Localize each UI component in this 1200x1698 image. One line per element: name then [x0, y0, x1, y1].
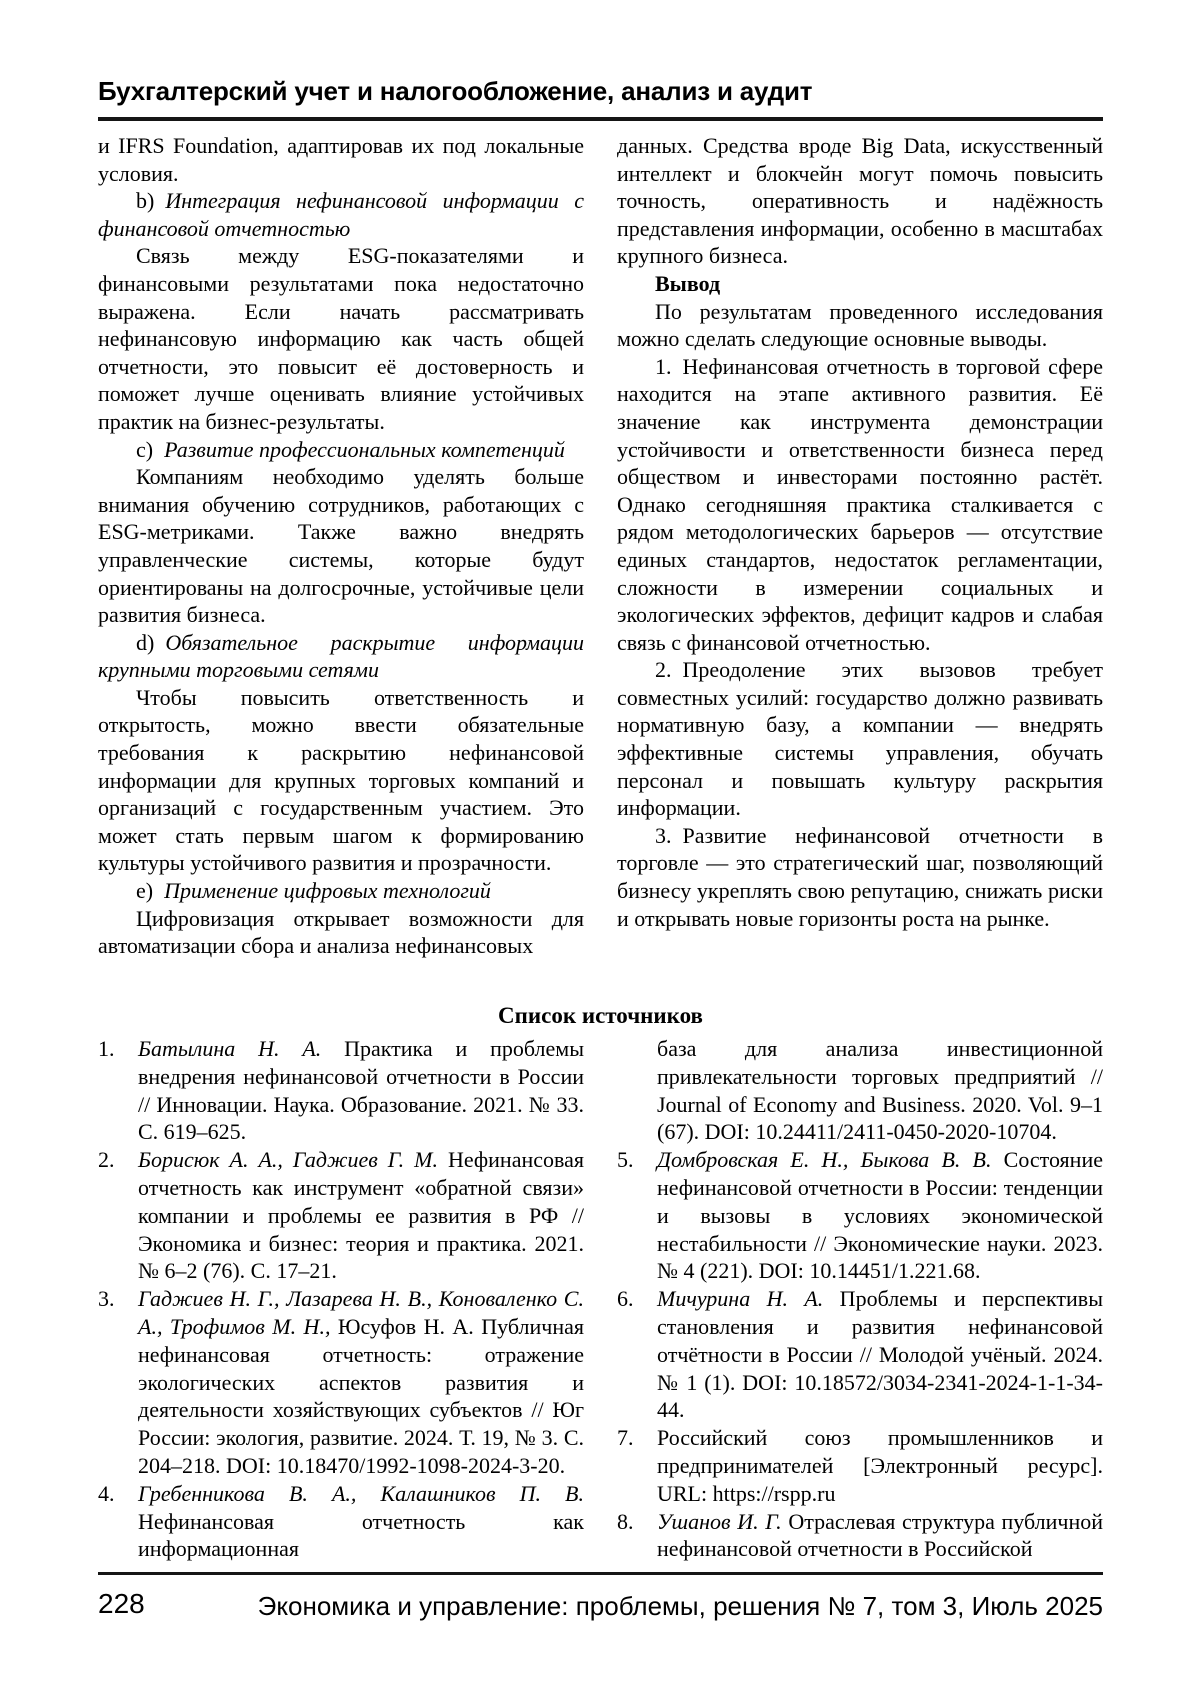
- text-segment: Нефинансовая отчетность как информационная: [138, 1508, 584, 1562]
- text-segment: Нефинансовая отчетность как инструмент «обратной связи» компании и проблемы ее развития в РФ // Экономика и бизнес: теория и практика. 2021. № 6–2 (76). С. 17–21.: [138, 1147, 584, 1284]
- paragraph: [98, 436, 584, 464]
- reference-text: [657, 1424, 1103, 1507]
- reference-text: [138, 1285, 584, 1480]
- text-segment: Борисюк А. А., Гаджиев Г. М.: [138, 1147, 438, 1173]
- text-segment: Состояние нефинансовой отчетности в России: тенденции и вызовы в условиях экономической нестабильности // Экономические науки. 2023. № 4 (221). DOI: 10.14451/1.221.68.: [657, 1147, 1103, 1284]
- text-segment: Связь между ESG-показателями и финансовыми результатами пока недостаточно выражена. Если начать рассматривать нефинансовую информацию как часть общей отчетности, это повысит её достоверность и поможет лучше оценивать влияние устойчивых практик на бизнес-результаты.: [98, 243, 584, 434]
- paragraph: [617, 656, 1103, 822]
- reference-item: [98, 1146, 584, 1285]
- paragraph: [98, 684, 584, 877]
- reference-text: [138, 1146, 584, 1285]
- footer-rule: [98, 1572, 1103, 1575]
- reference-text: [657, 1508, 1103, 1564]
- reference-number: 7.: [617, 1425, 634, 1451]
- text-segment: Интеграция нефинансовой информации с финансовой отчетностью: [98, 188, 584, 241]
- text-segment: Домбровская Е. Н., Быкова В. В.: [657, 1147, 992, 1173]
- paragraph: [98, 905, 584, 960]
- body-right-column: [617, 132, 1103, 960]
- text-segment: Вывод: [655, 270, 721, 296]
- reference-text: [657, 1035, 1103, 1146]
- text-segment: 3. Развитие нефинансовой отчетности в торговле — это стратегический шаг, позволяющий бизнесу укреплять свою репутацию, снижать риски и открывать новые горизонты роста на рынке.: [617, 822, 1103, 931]
- text-segment: данных. Средства вроде Big Data, искусственный интеллект и блокчейн могут помочь повысить точность, оперативность и надёжность представления информации, особенно в масштабах крупного бизнеса.: [617, 133, 1103, 269]
- text-segment: Чтобы повысить ответственность и открытость, можно ввести обязательные требования к раскрытию нефинансовой информации для крупных торговых компаний и организаций с государственным участием. Это может стать первым шагом к формированию культуры устойчивого развития и прозрачности.: [98, 684, 584, 876]
- paragraph: [98, 463, 584, 629]
- reference-number: 1.: [98, 1036, 115, 1061]
- text-segment: b): [136, 188, 166, 214]
- text-segment: c): [136, 436, 165, 462]
- text-segment: Проблемы и перспективы становления и развития нефинансовой отчётности в России // Молодой учёный. 2024. № 1 (1). DOI: 10.18572/3034-2341-2024-1-1-34-44.: [657, 1286, 1103, 1423]
- reference-number: 2.: [98, 1147, 115, 1173]
- references-list: [98, 1035, 1103, 1563]
- references-left-column: [98, 1035, 584, 1563]
- text-segment: Компаниям необходимо уделять больше внимания обучению сотрудников, работающих с ESG-метриками. Также важно внедрять управленческие системы, которые будут ориентированы на долгосрочные, устойчивые цели развития бизнеса.: [98, 464, 584, 628]
- reference-text: [657, 1146, 1103, 1285]
- text-segment: По результатам проведенного исследования можно сделать следующие основные выводы.: [617, 298, 1103, 352]
- text-segment: и IFRS Foundation, адаптировав их под локальные условия.: [98, 133, 584, 186]
- reference-number: 3.: [98, 1286, 115, 1312]
- reference-item: [98, 1285, 584, 1480]
- text-segment: e): [136, 878, 165, 904]
- text-segment: база для анализа инвестиционной привлекательности торговых предприятий // Journal of Economy and Business. 2020. Vol. 9–1 (67). DOI: 10.24411/2411-0450-2020-10704.: [657, 1036, 1103, 1145]
- reference-item: [617, 1146, 1103, 1285]
- paragraph: [98, 242, 584, 435]
- paragraph: [617, 132, 1103, 270]
- paragraph: [617, 822, 1103, 932]
- paragraph: [98, 629, 584, 684]
- reference-item: [617, 1035, 1103, 1146]
- text-segment: Юсуфов Н. А. Публичная нефинансовая отчетность: отражение экологических аспектов развития и деятельности хозяйствующих субъектов // Юг России: экология, развитие. 2024. Т. 19, № 3. С. 204–218. DOI: 10.18470/1992-1098-2024-3-20.: [138, 1313, 584, 1478]
- body-left-column: [98, 132, 584, 960]
- references-heading: Список источников: [498, 1003, 703, 1028]
- text-segment: 2. Преодоление этих вызовов требует совместных усилий: государство должно развивать нормативную базу, а компании — внедрять эффективные системы управления, обучать персонал и повышать культуру раскрытия информации.: [617, 657, 1103, 821]
- reference-number: 6.: [617, 1286, 634, 1312]
- journal-footer-line: Экономика и управление: проблемы, решения № 7, том 3, Июль 2025: [257, 1591, 1103, 1621]
- text-segment: 1. Нефинансовая отчетность в торговой сфере находится на этапе активного развития. Её значение как инструмента демонстрации устойчивости и ответственности бизнеса перед обществом и инвесторами постоянно растёт. Однако сегодняшняя практика сталкивается с рядом методологических барьеров — отсутствие единых стандартов, недостаток регламентации, сложности в измерении социальных и экологических эффектов, дефицит кадров и слабая связь с финансовой отчетностью.: [617, 353, 1103, 655]
- reference-item: [617, 1285, 1103, 1424]
- text-segment: Ушанов И. Г.: [657, 1508, 782, 1534]
- paragraph: [617, 298, 1103, 353]
- text-segment: Применение цифровых технологий: [164, 878, 491, 904]
- text-segment: Отраслевая структура публичной нефинансовой отчетности в Российской: [657, 1508, 1103, 1562]
- reference-item: [617, 1424, 1103, 1507]
- text-segment: Цифровизация открывает возможности для автоматизации сбора и анализа нефинансовых: [98, 905, 584, 959]
- running-head: Бухгалтерский учет и налогообложение, анализ и аудит: [98, 76, 813, 106]
- paragraph: [98, 132, 584, 187]
- text-segment: Российский союз промышленников и предпринимателей [Электронный ресурс]. URL: https://rspp.ru: [657, 1425, 1103, 1506]
- reference-item: [98, 1035, 584, 1146]
- references-right-column: [617, 1035, 1103, 1563]
- reference-item: [617, 1508, 1103, 1564]
- page-number: 228: [98, 1588, 145, 1619]
- reference-item: [98, 1480, 584, 1563]
- reference-number: 8.: [617, 1508, 634, 1534]
- reference-text: [657, 1285, 1103, 1424]
- text-segment: Практика и проблемы внедрения нефинансовой отчетности в России // Инновации. Наука. Образование. 2021. № 33. С. 619–625.: [138, 1036, 584, 1145]
- text-segment: Гребенникова В. А., Калашников П. В.: [138, 1480, 584, 1506]
- paragraph: [98, 877, 584, 905]
- text-segment: Мичурина Н. А.: [657, 1286, 824, 1312]
- paragraph: [98, 187, 584, 242]
- reference-number: 5.: [617, 1147, 634, 1173]
- header-rule: [98, 117, 1103, 121]
- paragraph: [617, 353, 1103, 657]
- text-segment: d): [136, 629, 166, 655]
- text-segment: Гаджиев Н. Г., Лазарева Н. В., Коноваленко С. А., Трофимов М. Н.,: [138, 1286, 584, 1339]
- paragraph: [617, 270, 1103, 298]
- text-segment: Обязательное раскрытие информации крупными торговыми сетями: [98, 629, 584, 683]
- text-segment: Развитие профессиональных компетенций: [164, 436, 565, 462]
- reference-text: [138, 1035, 584, 1146]
- reference-text: [138, 1480, 584, 1563]
- reference-number: 4.: [98, 1480, 115, 1506]
- article-body: [98, 132, 1103, 960]
- text-segment: Батылина Н. А.: [138, 1036, 322, 1061]
